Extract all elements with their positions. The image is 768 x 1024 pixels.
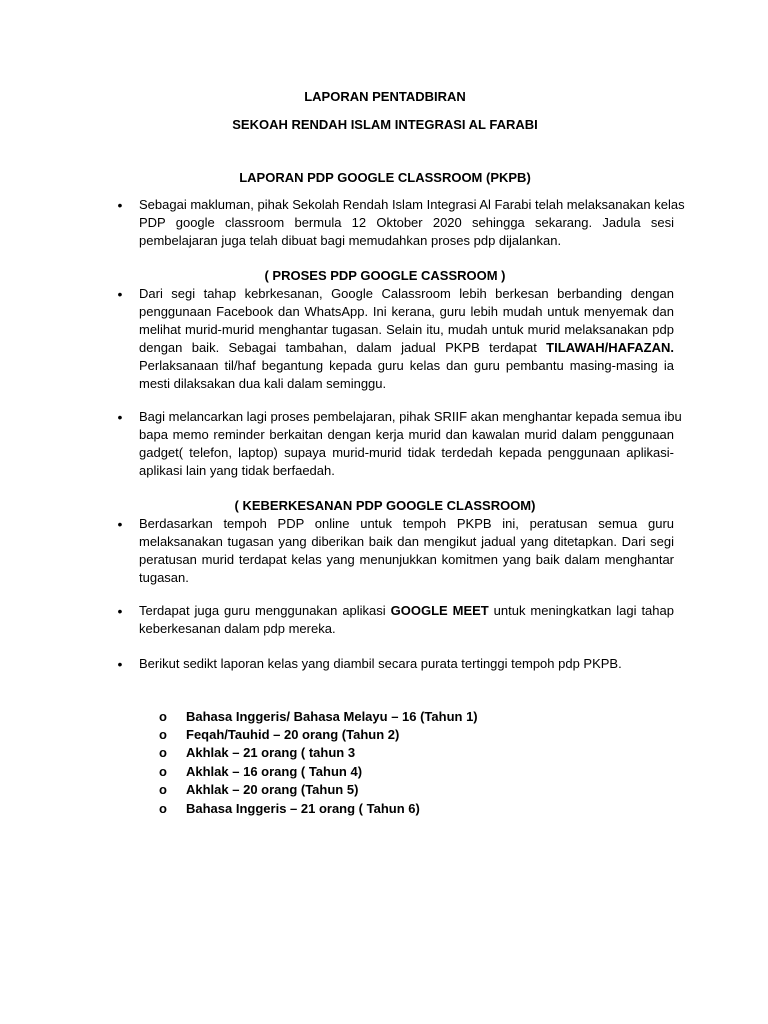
intro-line: Sebagai makluman, pihak Sekolah Rendah Islam Integrasi Al Farabi telah melaksanakan kelas (139, 197, 685, 212)
paragraph-line: peratusan murid terdapat kelas yang menunjukkan komitmen yang baik dalam menghantar (139, 552, 674, 567)
list-item: Akhlak – 16 orang ( Tahun 4) (186, 764, 363, 779)
paragraph-line (139, 339, 674, 357)
paragraph-line: melaksanakan tugasan yang diberikan baik dan mengikut jadual yang ditetapkan. Dari segi (139, 534, 674, 549)
list-item: Akhlak – 21 orang ( tahun 3 (186, 745, 356, 760)
list-item: Feqah/Tauhid – 20 orang (Tahun 2) (186, 727, 400, 742)
paragraph-line: bapa memo reminder berkaitan dengan kerja murid dan kawalan murid dalam penggunaan (139, 427, 674, 442)
list-item: Akhlak – 20 orang (Tahun 5) (186, 782, 359, 797)
paragraph-line: Berdasarkan tempoh PDP online untuk tempoh PKPB ini, peratusan semua guru (139, 516, 674, 531)
bullet-icon: • (117, 603, 123, 619)
paragraph-line: Bagi melancarkan lagi proses pembelajaran, pihak SRIIF akan menghantar kepada semua ibu (139, 409, 682, 424)
line-text: untuk meningkatkan lagi tahap (488, 603, 674, 618)
list-item: Bahasa Inggeris/ Bahasa Melayu – 16 (Tahun 1) (186, 709, 478, 724)
list-marker-icon: o (159, 764, 167, 779)
paragraph-line: keberkesanan dalam pdp mereka. (139, 621, 336, 636)
paragraph-line: Berikut sedikt laporan kelas yang diambil secara purata tertinggi tempoh pdp PKPB. (139, 656, 622, 671)
bullet-icon: • (117, 409, 123, 425)
intro-line: PDP google classroom bermula 12 Oktober 2020 sehingga sekarang. Jadula sesi (139, 215, 674, 230)
intro-paragraph (139, 196, 685, 250)
emphasis-text: GOOGLE MEET (390, 603, 489, 618)
list-marker-icon: o (159, 782, 167, 797)
paragraph-line: gadget( telefon, laptop) supaya murid-murid tidak terdedah kepada penggunaan aplikasi- (139, 445, 674, 460)
paragraph-line: tugasan. (139, 570, 189, 585)
report-title: LAPORAN PDP GOOGLE CLASSROOM (PKPB) (239, 170, 531, 185)
school-name: SEKOAH RENDAH ISLAM INTEGRASI AL FARABI (232, 117, 538, 132)
paragraph-line: Perlaksanaan til/haf begantung kepada guru kelas dan guru pembantu masing-masing ia (139, 358, 674, 373)
paragraph-line: melihat murid-murid menghantar tugasan. Selain itu, mudah untuk murid melaksanakan pdp (139, 322, 674, 337)
bullet-icon: • (117, 516, 123, 532)
bullet-icon: • (117, 286, 123, 302)
paragraph-line: mesti dilaksakan dua kali dalam seminggu. (139, 376, 387, 391)
line-text: Terdapat juga guru menggunakan aplikasi (139, 603, 391, 618)
bullet-icon: • (117, 656, 123, 672)
paragraph-line: Dari segi tahap kebrkesanan, Google Calassroom lebih berkesan berbanding dengan (139, 286, 674, 301)
effectiveness-paragraph-3 (139, 655, 674, 673)
process-paragraph-1 (139, 285, 674, 393)
document-title: LAPORAN PENTADBIRAN (304, 89, 466, 104)
list-item: Bahasa Inggeris – 21 orang ( Tahun 6) (186, 801, 420, 816)
line-text: dengan baik. Sebagai tambahan, dalam jadual PKPB terdapat (139, 340, 547, 355)
section-heading-effectiveness: ( KEBERKESANAN PDP GOOGLE CLASSROOM) (234, 498, 536, 513)
paragraph-line: penggunaan Facebook dan WhatsApp. Ini kerana, guru lebih mudah untuk menyemak dan (139, 304, 674, 319)
process-paragraph-2 (139, 408, 682, 480)
list-marker-icon: o (159, 709, 167, 724)
paragraph-line (139, 602, 674, 620)
intro-line: pembelajaran juga telah dibuat bagi memudahkan proses pdp dijalankan. (139, 233, 562, 248)
paragraph-line: aplikasi lain yang tidak berfaedah. (139, 463, 335, 478)
list-marker-icon: o (159, 745, 167, 760)
section-heading-process: ( PROSES PDP GOOGLE CASSROOM ) (264, 268, 506, 283)
list-marker-icon: o (159, 801, 167, 816)
list-marker-icon: o (159, 727, 167, 742)
emphasis-text: TILAWAH/HAFAZAN. (546, 340, 674, 355)
effectiveness-paragraph-1 (139, 515, 674, 587)
effectiveness-paragraph-2 (139, 602, 674, 638)
bullet-icon: • (117, 197, 123, 213)
